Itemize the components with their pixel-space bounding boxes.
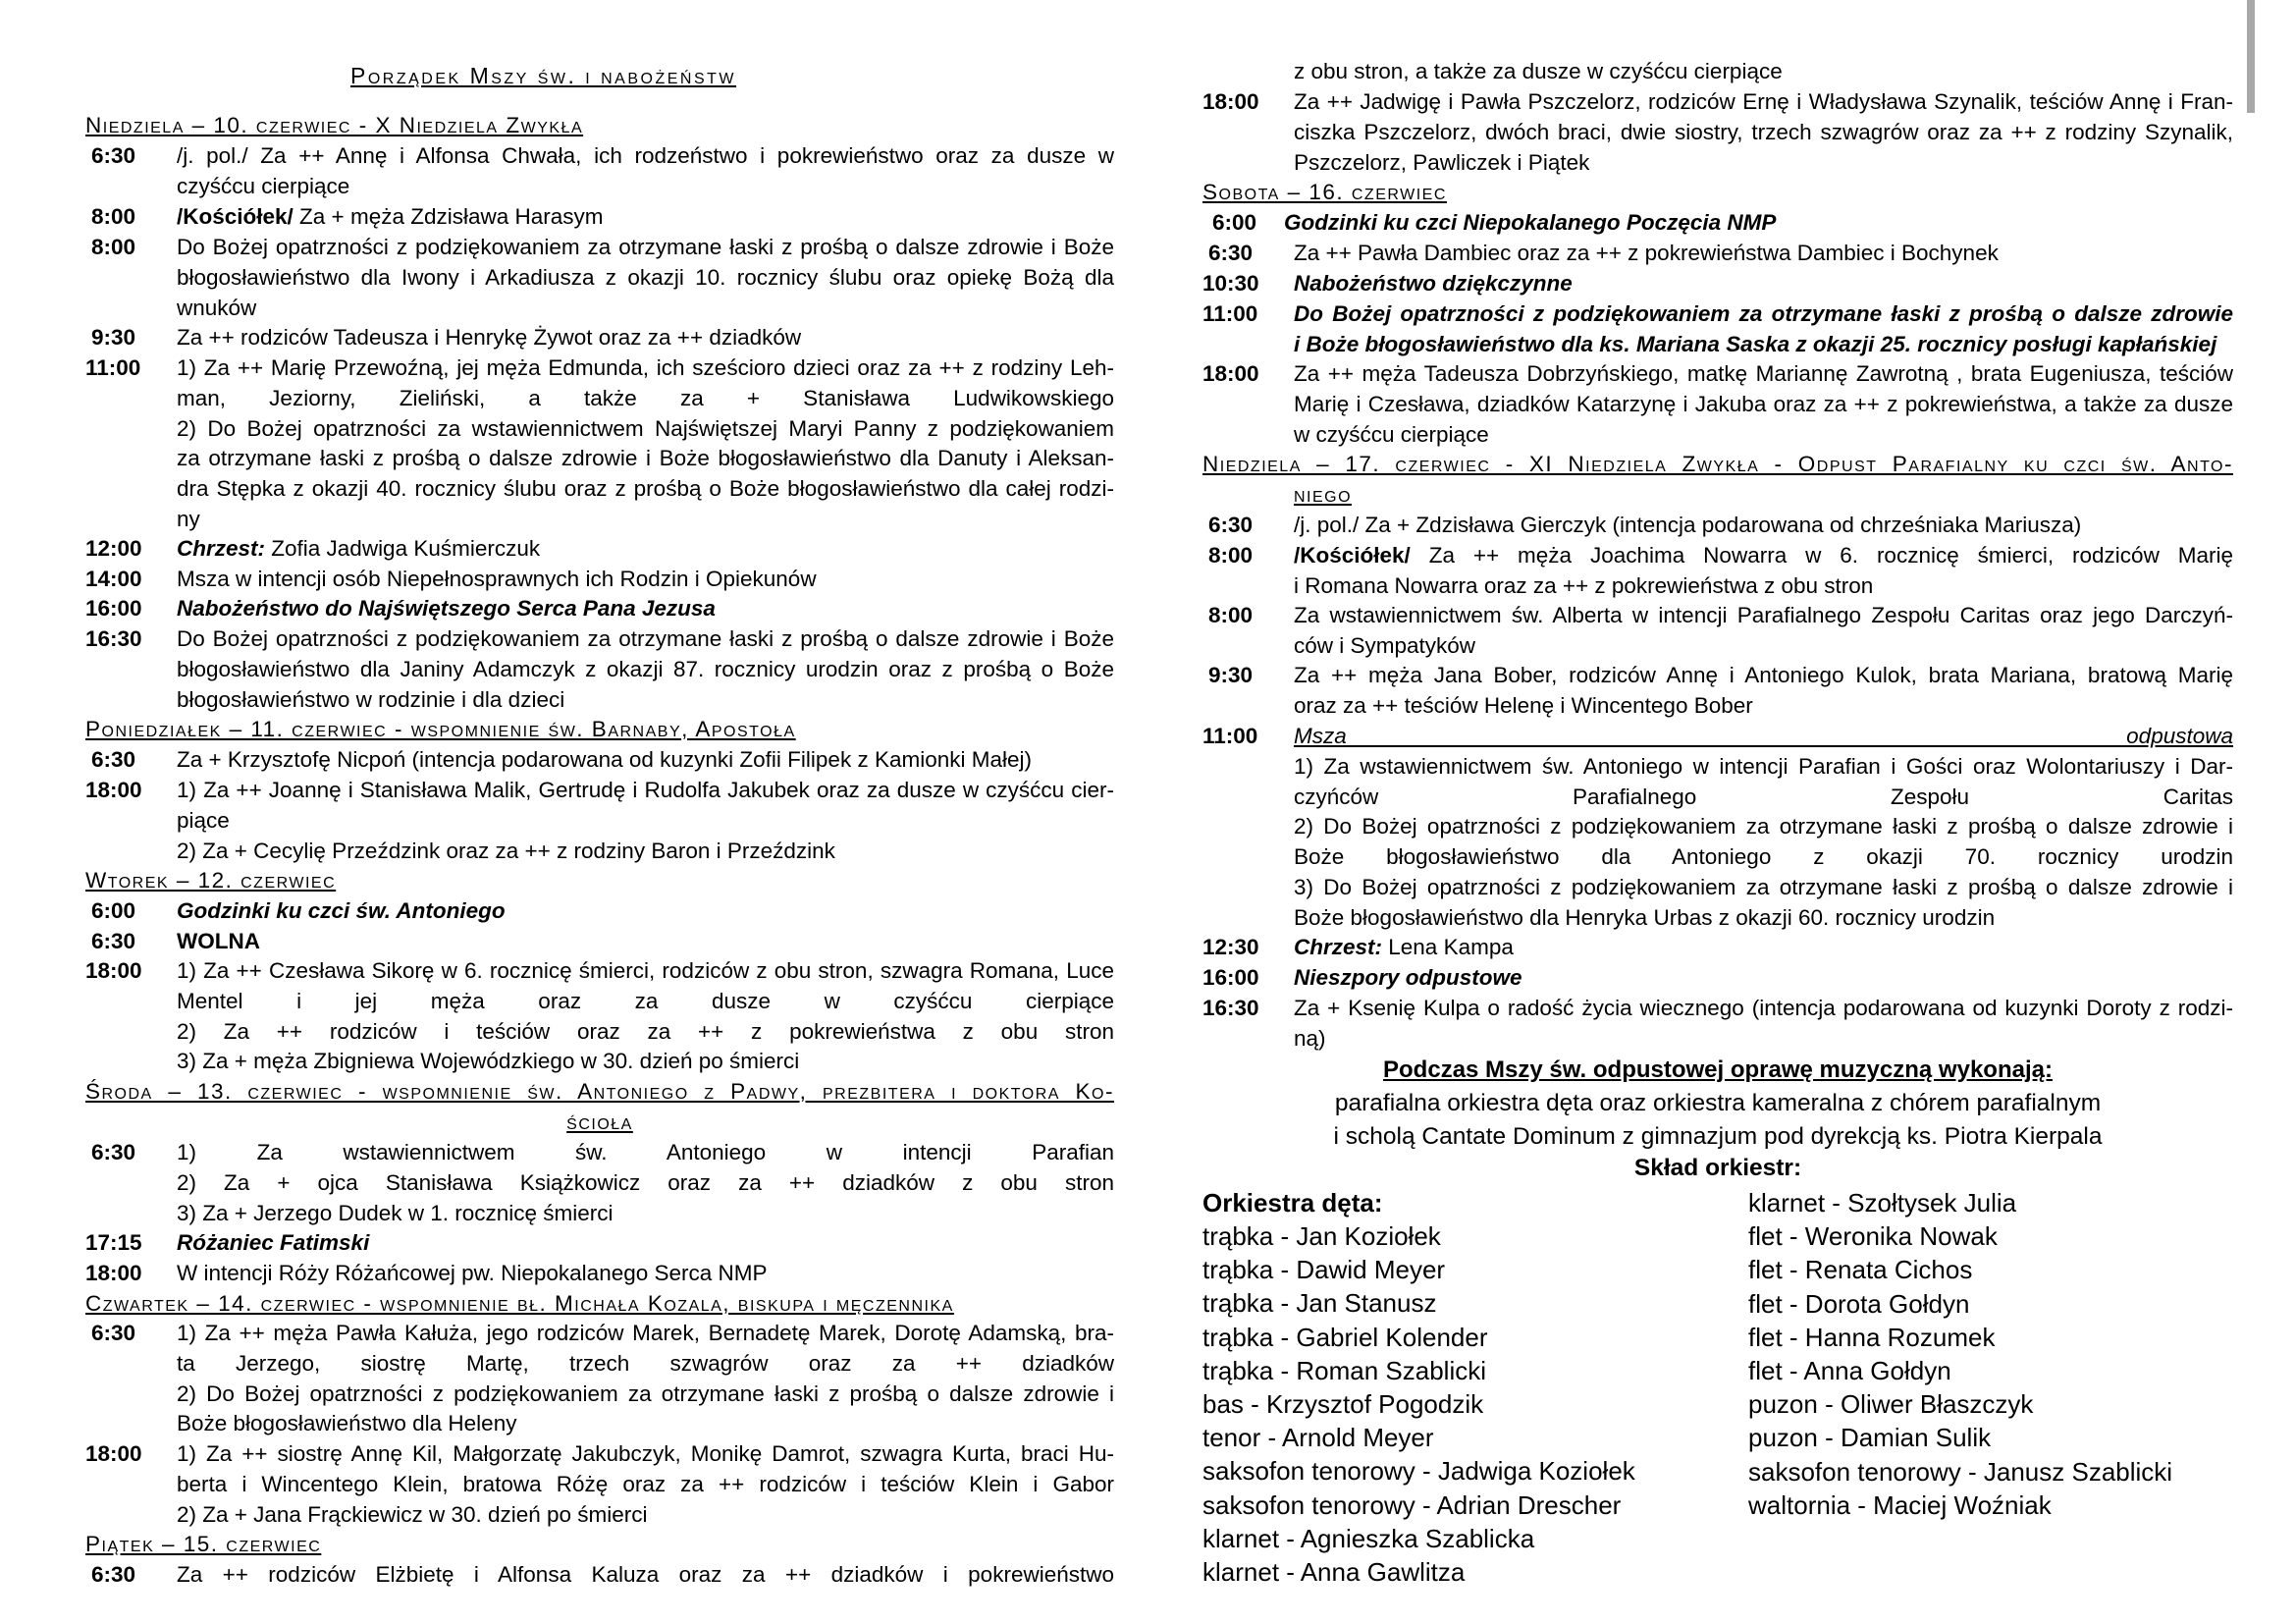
intention-line: piące: [177, 807, 230, 833]
day-heading: Niedziela – 10. czerwiec - X Niedziela Zwykła: [85, 113, 584, 137]
musician-item: flet - Anna Gołdyn: [1748, 1356, 1951, 1385]
intention-line: Za + Ksenię Kulpa o radość życia wiecznego (intencja podarowana od kuzynki Doroty z rodzi-: [1294, 996, 2233, 1020]
music-line-2: i scholą Cantate Dominum z gimnazjum pod dyrekcją ks. Piotra Kierpala: [1333, 1123, 2103, 1150]
intention-line: /j. pol./ Za + Zdzisława Gierczyk (intencja podarowana od chrześniaka Mariusza): [1294, 513, 2082, 537]
mass-time: 18:00: [85, 1261, 142, 1285]
musician-item: trąbka - Dawid Meyer: [1202, 1255, 1446, 1285]
musician-item: klarnet - Anna Gawlitza: [1202, 1557, 1466, 1587]
intention-line: Pszczelorz, Pawliczek i Piątek: [1294, 149, 1590, 175]
intention-line: 1) Za ++ Czesława Sikorę w 6. rocznicę śmierci, rodziców z obu stron, szwagra Romana, Luce: [177, 958, 1114, 983]
day-heading: Poniedziałek – 11. czerwiec - wspomnienie św. Barnaby, Apostoła: [85, 717, 796, 741]
intention-line: 1) Za ++ Joannę i Stanisława Malik, Gertrudę i Rudolfa Jakubek oraz za dusze w czyśćcu cier-: [177, 778, 1114, 802]
musician-item: saksofon tenorowy - Janusz Szablicki: [1748, 1456, 2173, 1487]
musician-item: tenor - Arnold Meyer: [1202, 1423, 1434, 1453]
intention-line: 1) Za ++ Marię Przewoźną, jej męża Edmunda, ich sześcioro dzieci oraz za ++ z rodziny Leh-: [177, 355, 1114, 380]
intention-line: 1) Za wstawiennictwem św. Antoniego w intencji Parafian i Gości oraz Wolontariuszy i Dar-: [1294, 753, 2233, 779]
intention-line: Za ++ rodziców Elżbietę i Alfonsa Kaluza oraz za ++ dziadków i pokrewieństwo: [177, 1562, 1114, 1587]
musician-item: flet - Weronika Nowak: [1748, 1221, 1998, 1252]
music-line-1: parafialna orkiestra dęta oraz orkiestra kameralna z chórem parafialnym: [1334, 1090, 2102, 1116]
mass-time: 6:00: [1212, 210, 1257, 235]
mass-time: 18:00: [85, 1441, 142, 1466]
intention-line: Za ++ męża Jana Bober, rodziców Annę i Antoniego Kulok, brata Mariana, bratową Marię: [1294, 663, 2233, 687]
intention-line: [1294, 543, 2233, 568]
mass-time: 12:30: [1202, 935, 1259, 959]
musician-item: trąbka - Jan Stanusz: [1202, 1288, 1437, 1319]
intention-line: [1294, 935, 2233, 960]
intention-line: Marię i Czesława, dziadków Katarzynę i Jakuba oraz za ++ z pokrewieństwa, a także za dusze: [1294, 391, 2233, 416]
intention-line: błogosławieństwo w rodzinie i dla dzieci: [177, 686, 565, 712]
day-heading: ścioła: [566, 1110, 633, 1134]
intention-line: dra Stępka z okazji 40. rocznicy ślubu oraz z prośbą o Boże błogosławieństwo dla całej rodzi-: [177, 476, 1114, 501]
music-heading: Podczas Mszy św. odpustowej oprawę muzyczną wykonają:: [1383, 1056, 2053, 1083]
intention-line: 2) Za ++ rodziców i teściów oraz za ++ z pokrewieństwa z obu stron: [177, 1018, 1114, 1044]
intention-line: Za ++ męża Tadeusza Dobrzyńskiego, matkę Mariannę Zawrotną , brata Eugeniusza, teściów: [1294, 361, 2233, 386]
text-run: Za ++ męża Joachima Nowarra w 6. rocznicę śmierci, rodziców Marię: [1428, 543, 2233, 568]
day-heading: Wtorek – 12. czerwiec: [85, 868, 337, 893]
intention-line: Za ++ Pawła Dambiec oraz za ++ z pokrewieństwa Dambiec i Bochynek: [1294, 241, 1999, 265]
text-run: /Kościółek/: [1294, 543, 1429, 568]
intention-line: 2) Do Bożej opatrzności z podziękowaniem za otrzymane łaski z prośbą o dalsze zdrowie i: [177, 1380, 1114, 1406]
intention-line: 2) Za + ojca Stanisława Książkowicz oraz za ++ dziadków z obu stron: [177, 1169, 1114, 1195]
musician-item: saksofon tenorowy - Adrian Drescher: [1202, 1489, 1622, 1520]
intention-line: wnuków: [177, 295, 257, 320]
mass-time: 18:00: [85, 778, 142, 802]
intention-line: [177, 596, 1114, 622]
musician-item: flet - Hanna Rozumek: [1748, 1322, 1996, 1352]
intention-line: ną): [1294, 1025, 1326, 1051]
musician-item: saksofon tenorowy - Jadwiga Koziołek: [1202, 1456, 1635, 1487]
mass-time: 12:00: [85, 536, 142, 561]
intention-line: [177, 1230, 1114, 1256]
intention-line: 1) Za ++ siostrę Annę Kil, Małgorzatę Jakubczyk, Monikę Damrot, szwagra Kurta, braci Hu-: [177, 1441, 1114, 1466]
intention-line: oraz za ++ teściów Helenę i Wincentego Bober: [1294, 692, 1753, 718]
musician-item: bas - Krzysztof Pogodzik: [1202, 1389, 1484, 1419]
musician-item: waltornia - Maciej Woźniak: [1748, 1489, 2052, 1520]
day-heading: Sobota – 16. czerwiec: [1202, 180, 1447, 204]
intention-line: Boże błogosławieństwo dla Henryka Urbas z okazji 60. rocznicy urodzin: [1294, 904, 1996, 930]
scrollbar[interactable]: [2247, 0, 2255, 113]
intention-line: Boże błogosławieństwo dla Antoniego z okazji 70. rocznicy urodzin: [1294, 844, 2233, 869]
musician-item: trąbka - Gabriel Kolender: [1202, 1322, 1488, 1352]
mass-time: 9:30: [91, 325, 136, 350]
text-run: /Kościółek/: [177, 204, 300, 229]
text-run: Za + męża Zdzisława Harasym: [299, 204, 604, 229]
day-heading: niego: [1294, 482, 1353, 507]
text-run: Godzinki ku czci Niepokalanego Poczęcia NMP: [1284, 210, 1777, 235]
intention-line: za otrzymane łaski z prośbą o dalsze zdrowie i Boże błogosławieństwo dla Danuty i Aleksan-: [177, 446, 1114, 471]
intention-line: [1294, 724, 2233, 749]
intention-line: Za ++ Jadwigę i Pawła Pszczelorz, rodziców Ernę i Władysława Szynalik, teściów Annę i Fran-: [1294, 89, 2233, 114]
intention-line: [177, 898, 1114, 924]
musician-item: klarnet - Szołtysek Julia: [1748, 1188, 2017, 1218]
orchestra-composition-heading: Skład orkiestr:: [1633, 1155, 1802, 1181]
text-run: Nabożeństwo do Najświętszego Serca Pana Jezusa: [177, 596, 716, 621]
intention-line: i Boże błogosławieństwo dla ks. Mariana Saska z okazji 25. rocznicy posługi kapłańskiej: [1294, 331, 2217, 356]
mass-time: 6:30: [91, 1562, 136, 1587]
mass-time: 16:00: [85, 596, 142, 621]
mass-time: 6:30: [91, 143, 136, 168]
musician-item: flet - Dorota Gołdyn: [1748, 1288, 1970, 1319]
mass-time: 18:00: [1202, 89, 1259, 114]
mass-time: 11:00: [1202, 724, 1258, 748]
musician-item: trąbka - Roman Szablicki: [1202, 1355, 1486, 1385]
intention-line: błogosławieństwo dla Janiny Adamczyk z okazji 87. rocznicy urodzin oraz z prośbą o Boże: [177, 656, 1114, 681]
intention-line: z obu stron, a także za dusze w czyśćcu cierpiące: [1294, 59, 1783, 83]
text-run: Godzinki ku czci św. Antoniego: [177, 898, 506, 923]
intention-line: [1294, 965, 2233, 991]
mass-time: 9:30: [1208, 663, 1254, 687]
day-heading: Piątek – 15. czerwiec: [85, 1532, 322, 1556]
text-run: Nabożeństwo dziękczynne: [1294, 271, 1573, 296]
intention-line: 1) Za ++ męża Pawła Kałuża, jego rodziców Marek, Bernadetę Marek, Dorotę Adamską, bra-: [177, 1321, 1114, 1345]
intention-line: berta i Wincentego Klein, bratowa Różę oraz za ++ rodziców i teściów Klein i Gabor: [177, 1471, 1114, 1496]
musician-item: puzon - Oliwer Błaszczyk: [1748, 1389, 2034, 1420]
intention-line: Do Bożej opatrzności z podziękowaniem za otrzymane łaski z prośbą o dalsze zdrowie i Boże: [177, 626, 1114, 651]
intention-line: 3) Za + Jerzego Dudek w 1. rocznicę śmierci: [177, 1200, 614, 1225]
mass-time: 8:00: [1208, 603, 1254, 627]
intention-line: i Romana Nowarra oraz za ++ z pokrewieństwa z obu stron: [1294, 572, 1874, 598]
intention-line: Do Bożej opatrzności z podziękowaniem za otrzymane łaski z prośbą o dalsze zdrowie i Boże: [177, 235, 1114, 259]
mass-time: 6:00: [91, 898, 136, 923]
intention-line: Do Bożej opatrzności z podziękowaniem za otrzymane łaski z prośbą o dalsze zdrowie: [1294, 301, 2233, 326]
mass-time: 8:00: [91, 204, 136, 229]
mass-time: 11:00: [85, 355, 141, 380]
intention-line: ców i Sympatyków: [1294, 632, 1476, 658]
intention-line: 2) Do Bożej opatrzności za wstawiennictwem Najświętszej Maryi Panny z podziękowaniem: [177, 415, 1114, 441]
mass-time: 6:30: [91, 747, 136, 772]
intention-line: ta Jerzego, siostrę Martę, trzech szwagrów oraz za ++ dziadków: [177, 1350, 1114, 1376]
intention-line: man, Jeziorny, Zieliński, a także za + Stanisława Ludwikowskiego: [177, 385, 1114, 410]
intention-line: [1294, 271, 2233, 297]
text-run: Różaniec Fatimski: [177, 1230, 370, 1255]
intention-line: Mentel i jej męża oraz za dusze w czyśćcu cierpiące: [177, 988, 1114, 1013]
musician-item: puzon - Damian Sulik: [1748, 1423, 1992, 1453]
mass-time: 14:00: [85, 567, 142, 591]
musician-item: klarnet - Agnieszka Szablicka: [1202, 1523, 1535, 1553]
page-title: Porządek Mszy św. i nabożeństw: [350, 63, 737, 88]
mass-time: 6:30: [91, 929, 136, 953]
mass-time: 16:00: [1202, 965, 1259, 990]
intention-line: [1284, 210, 2233, 236]
intention-line: 1) Za wstawiennictwem św. Antoniego w intencji Parafian: [177, 1140, 1114, 1164]
text-run: Msza odpustowa: [1294, 724, 2233, 748]
mass-time: 18:00: [1202, 361, 1259, 386]
mass-time: 6:30: [91, 1321, 136, 1345]
intention-line: ny: [177, 506, 200, 531]
intention-line: W intencji Róży Różańcowej pw. Niepokalanego Serca NMP: [177, 1261, 768, 1285]
day-heading: Niedziela – 17. czerwiec - XI Niedziela Zwykła - Odpust Parafialny ku czci św. Anto-: [1202, 452, 2233, 476]
mass-time: 10:30: [1202, 271, 1259, 296]
intention-line: 3) Do Bożej opatrzności z podziękowaniem za otrzymane łaski z prośbą o dalsze zdrowie i: [1294, 874, 2233, 899]
text-run: Zofia Jadwiga Kuśmierczuk: [271, 536, 541, 561]
intention-line: czyńców Parafialnego Zespołu Caritas: [1294, 784, 2233, 809]
intention-line: 2) Za + Cecylię Przeździnk oraz za ++ z rodziny Baron i Przeździnk: [177, 838, 835, 863]
intention-line: 2) Za + Jana Frąckiewicz w 30. dzień po śmierci: [177, 1501, 648, 1527]
intention-line: 2) Do Bożej opatrzności z podziękowaniem za otrzymane łaski z prośbą o dalsze zdrowie i: [1294, 814, 2233, 839]
mass-time: 18:00: [85, 958, 142, 983]
intention-line: Boże błogosławieństwo dla Heleny: [177, 1411, 517, 1436]
intention-line: [177, 204, 1114, 230]
musician-item: trąbka - Jan Koziołek: [1202, 1221, 1441, 1251]
mass-time: 6:30: [1208, 513, 1254, 537]
musician-item: flet - Renata Cichos: [1748, 1255, 1973, 1285]
intention-line: Za ++ rodziców Tadeusza i Henrykę Żywot oraz za ++ dziadków: [177, 325, 802, 350]
text-run: Chrzest:: [177, 536, 272, 561]
intention-line: 3) Za + męża Zbigniewa Wojewódzkiego w 30. dzień po śmierci: [177, 1049, 800, 1074]
intention-line: w czyśćcu cierpiące: [1294, 421, 1489, 447]
intention-line: ciszka Pszczelorz, dwóch braci, dwie siostry, trzech szwagrów oraz za ++ z rodziny Szynalik,: [1294, 119, 2233, 144]
mass-time: 16:30: [85, 626, 142, 651]
day-heading: Środa – 13. czerwiec - wspomnienie św. Antoniego z Padwy, prezbitera i doktora Ko-: [85, 1079, 1114, 1104]
text-run: Lena Kampa: [1388, 935, 1514, 959]
intention-line: czyśćcu cierpiące: [177, 173, 350, 198]
day-heading: Czwartek – 14. czerwiec - wspomnienie bł. Michała Kozala, biskupa i męczennika: [85, 1291, 954, 1316]
text-run: WOLNA: [177, 929, 260, 953]
text-run: Chrzest:: [1294, 935, 1389, 959]
mass-time: 8:00: [91, 235, 136, 259]
mass-time: 6:30: [1208, 241, 1254, 265]
intention-line: Msza w intencji osób Niepełnosprawnych ich Rodzin i Opiekunów: [177, 567, 817, 591]
mass-time: 17:15: [85, 1230, 142, 1255]
intention-line: /j. pol./ Za ++ Annę i Alfonsa Chwała, ich rodzeństwo i pokrewieństwo oraz za dusze w: [177, 143, 1114, 168]
mass-time: 16:30: [1202, 996, 1259, 1020]
intention-line: [177, 536, 1114, 562]
intention-line: Za wstawiennictwem św. Alberta w intencji Parafialnego Zespołu Caritas oraz jego Darczyń-: [1294, 603, 2233, 627]
intention-line: błogosławieństwo dla Iwony i Arkadiusza z okazji 10. rocznicy ślubu oraz opiekę Bożą dla: [177, 264, 1114, 290]
mass-time: 6:30: [91, 1140, 136, 1164]
mass-time: 8:00: [1208, 543, 1254, 568]
mass-time: 11:00: [1202, 301, 1258, 326]
text-run: Nieszpory odpustowe: [1294, 965, 1522, 990]
intention-line: Za + Krzysztofę Nicpoń (intencja podarowana od kuzynki Zofii Filipek z Kamionki Małej): [177, 747, 1032, 772]
wind-orchestra-heading: Orkiestra dęta:: [1202, 1188, 1383, 1218]
intention-line: [177, 929, 1114, 954]
